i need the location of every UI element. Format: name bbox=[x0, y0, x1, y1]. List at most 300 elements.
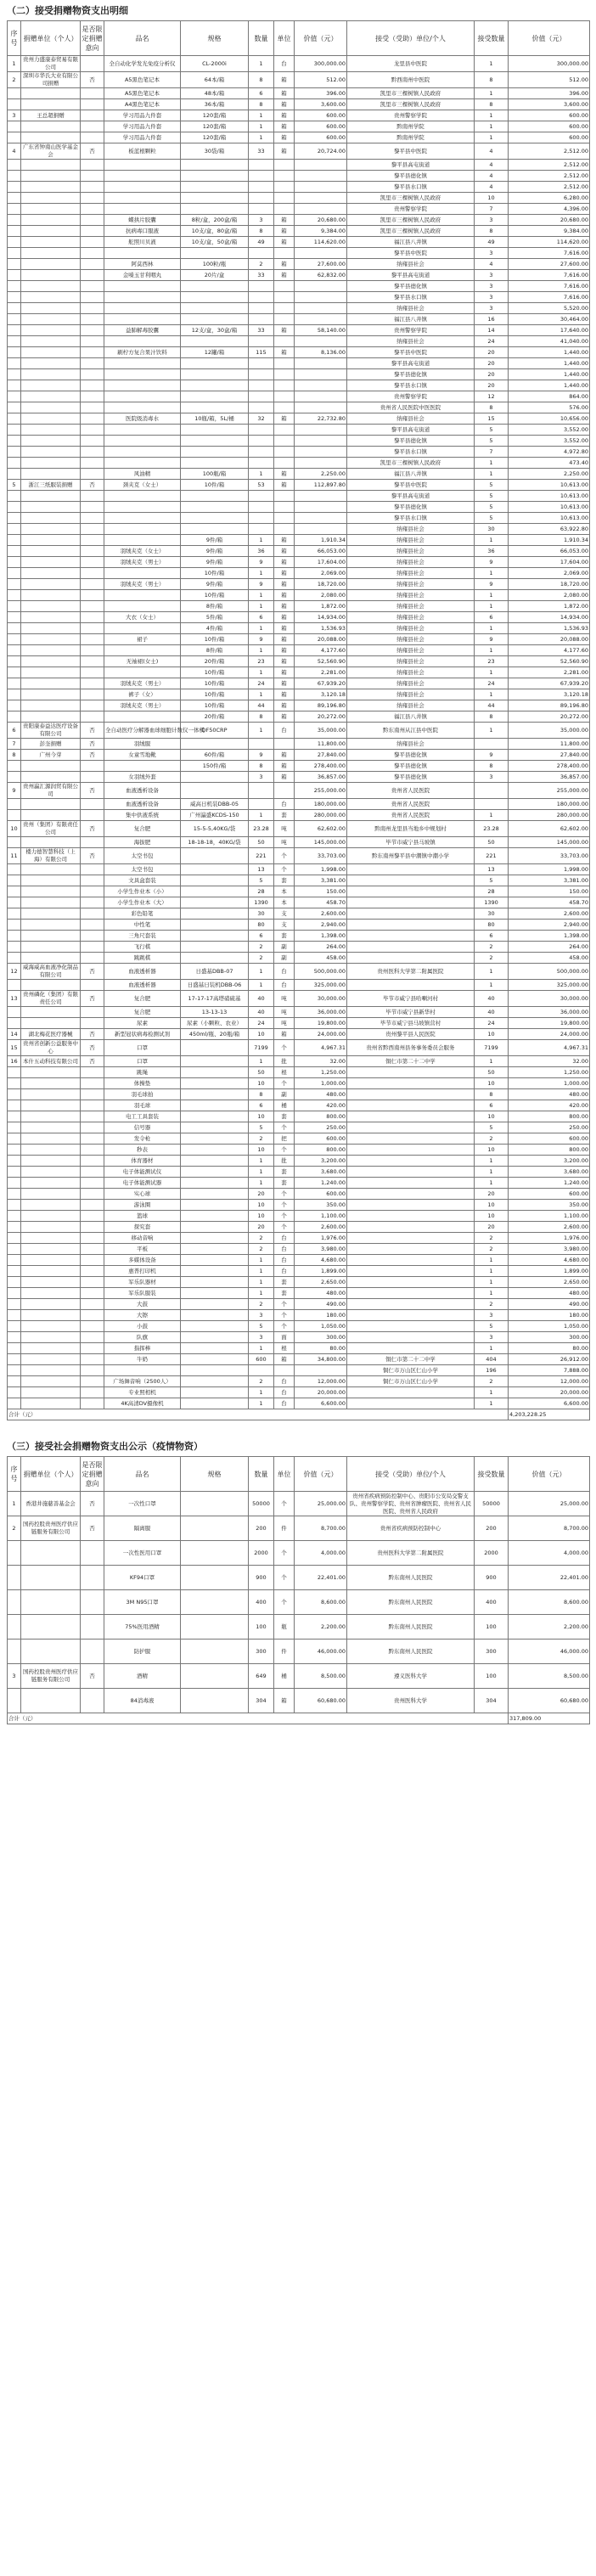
table-cell: 24 bbox=[475, 336, 509, 347]
table-cell bbox=[21, 259, 81, 270]
table-cell bbox=[81, 182, 104, 193]
table-cell: 纳雍县社会 bbox=[347, 601, 475, 612]
table-cell: 2,069.00 bbox=[509, 568, 590, 579]
table-cell bbox=[81, 920, 104, 931]
table-cell: 黎平县德化镇 bbox=[347, 772, 475, 783]
table-cell bbox=[8, 1299, 21, 1310]
table-cell: 6 bbox=[475, 931, 509, 942]
table-cell bbox=[104, 281, 181, 292]
table-cell: 800.00 bbox=[509, 1145, 590, 1156]
table-cell bbox=[8, 358, 21, 369]
table-cell bbox=[8, 1689, 21, 1713]
table-cell: 9 bbox=[249, 579, 274, 590]
table-cell bbox=[21, 325, 81, 336]
table-cell: 否 bbox=[81, 723, 104, 739]
table-cell: 复合肥 bbox=[104, 1007, 181, 1018]
table-cell bbox=[21, 897, 81, 908]
table-cell bbox=[21, 645, 81, 656]
table-cell: 6,600.00 bbox=[509, 1398, 590, 1409]
table-cell bbox=[8, 1343, 21, 1354]
table-cell: 8,700.00 bbox=[509, 1516, 590, 1541]
table-cell: 一次性口罩 bbox=[104, 1492, 181, 1516]
table-cell bbox=[81, 700, 104, 711]
total-value: 4,203,228.25 bbox=[509, 1409, 590, 1420]
table-cell: 36 bbox=[475, 546, 509, 557]
table-cell: 批 bbox=[274, 1056, 295, 1067]
table-cell bbox=[295, 358, 347, 369]
table-cell bbox=[295, 491, 347, 502]
table-cell bbox=[274, 491, 295, 502]
table-cell: 黎平县中医院 bbox=[347, 480, 475, 491]
table-cell: 1 bbox=[475, 667, 509, 678]
table-cell bbox=[81, 336, 104, 347]
table-cell: 文具盒套装 bbox=[104, 875, 181, 886]
table-cell: 贵州省疾病预防控制中心 bbox=[347, 1516, 475, 1541]
table-cell: 9 bbox=[475, 579, 509, 590]
table-cell: 1,899.00 bbox=[295, 1266, 347, 1277]
table-cell: 2 bbox=[249, 1133, 274, 1145]
table-cell bbox=[8, 810, 21, 821]
table-cell: 5 bbox=[249, 1321, 274, 1332]
table-cell: 黎平县德化镇 bbox=[347, 750, 475, 761]
table-cell bbox=[274, 248, 295, 259]
table-cell bbox=[81, 436, 104, 447]
column-header: 单位 bbox=[274, 1457, 295, 1492]
table-cell bbox=[81, 132, 104, 143]
table-cell: 1 bbox=[475, 1398, 509, 1409]
table-cell bbox=[347, 1067, 475, 1078]
table-cell: 10 bbox=[475, 1111, 509, 1122]
table-cell bbox=[181, 848, 249, 864]
table-cell: 羽绒夹克（男士） bbox=[104, 579, 181, 590]
table-cell: DF50CRP bbox=[181, 723, 249, 739]
table-cell: 1,398.00 bbox=[509, 931, 590, 942]
table-cell bbox=[181, 171, 249, 182]
table-cell: 副 bbox=[274, 942, 295, 953]
table-cell: 1 bbox=[249, 1156, 274, 1167]
table-cell bbox=[21, 1590, 81, 1615]
column-header: 捐赠单位（个人） bbox=[21, 21, 81, 56]
table-cell bbox=[295, 204, 347, 215]
table-cell bbox=[104, 667, 181, 678]
table-cell: 9,384.00 bbox=[295, 226, 347, 237]
table-cell: 2 bbox=[249, 1233, 274, 1244]
table-cell: 小学生作业本（小） bbox=[104, 886, 181, 897]
table-cell: 120套/箱 bbox=[181, 110, 249, 121]
table-cell: 7,616.00 bbox=[509, 248, 590, 259]
table-cell bbox=[81, 1640, 104, 1664]
table-cell bbox=[81, 121, 104, 132]
table-cell bbox=[8, 667, 21, 678]
table-cell: 2,080.00 bbox=[509, 590, 590, 601]
table-cell: 1,440.00 bbox=[509, 380, 590, 391]
table-cell: 19,800.00 bbox=[295, 1018, 347, 1029]
table-cell bbox=[81, 579, 104, 590]
table-cell: 套 bbox=[274, 1277, 295, 1288]
table-row bbox=[8, 143, 590, 160]
table-cell: A4黑色笔记本 bbox=[104, 99, 181, 110]
table-cell bbox=[104, 314, 181, 325]
table-cell: 28 bbox=[249, 886, 274, 897]
table-cell bbox=[249, 358, 274, 369]
table-cell: 2,281.00 bbox=[295, 667, 347, 678]
table-cell: 否 bbox=[81, 143, 104, 160]
table-cell: 箱 bbox=[274, 270, 295, 281]
table-cell: 20,088.00 bbox=[295, 634, 347, 645]
table-cell bbox=[347, 1244, 475, 1255]
table-cell: 33 bbox=[249, 270, 274, 281]
table-cell: 22,732.80 bbox=[295, 413, 347, 425]
table-row bbox=[8, 1343, 590, 1354]
table-cell: KF94口罩 bbox=[104, 1566, 181, 1590]
table-cell: 33 bbox=[249, 143, 274, 160]
table-cell bbox=[347, 875, 475, 886]
table-cell bbox=[274, 336, 295, 347]
table-cell bbox=[81, 1689, 104, 1713]
table-cell bbox=[81, 1615, 104, 1640]
table-cell: 3,120.18 bbox=[509, 689, 590, 700]
table-cell: 10 bbox=[249, 1111, 274, 1122]
table-cell: 瓶 bbox=[274, 1615, 295, 1640]
table-cell: 威海威高血液净化制品有限公司 bbox=[21, 964, 81, 980]
table-cell: 3 bbox=[475, 303, 509, 314]
table-cell: 4K高清DV摄像机 bbox=[104, 1398, 181, 1409]
table-cell: 396.00 bbox=[509, 88, 590, 99]
table-cell: 2 bbox=[475, 953, 509, 964]
table-cell: 防护服 bbox=[104, 1640, 181, 1664]
table-cell bbox=[181, 1387, 249, 1398]
table-row bbox=[8, 590, 590, 601]
table-cell bbox=[249, 524, 274, 535]
table-cell: 益肺解毒胶囊 bbox=[104, 325, 181, 336]
table-cell: 600.00 bbox=[295, 1189, 347, 1200]
table-cell: 个 bbox=[274, 1040, 295, 1056]
table-cell: 箱 bbox=[274, 413, 295, 425]
table-row bbox=[8, 689, 590, 700]
table-row bbox=[8, 1122, 590, 1133]
table-cell bbox=[181, 1189, 249, 1200]
table-cell: 个 bbox=[274, 1590, 295, 1615]
table-cell: 114,620.00 bbox=[295, 237, 347, 248]
donation-table-1 bbox=[7, 20, 590, 1420]
table-cell: 5 bbox=[8, 480, 21, 491]
table-cell: 420.00 bbox=[509, 1100, 590, 1111]
table-cell bbox=[181, 1255, 249, 1266]
table-cell: 否 bbox=[81, 72, 104, 88]
table-cell: 20 bbox=[475, 1189, 509, 1200]
table-cell: 刷柠方复合果汁饮料 bbox=[104, 347, 181, 358]
table-cell: 10 bbox=[8, 821, 21, 837]
table-cell: 3,680.00 bbox=[509, 1167, 590, 1178]
table-cell: 150.00 bbox=[509, 886, 590, 897]
table-cell: 日盛基DBB-07 bbox=[181, 964, 249, 980]
table-cell: 1,976.00 bbox=[509, 1233, 590, 1244]
table-cell: 52,560.90 bbox=[295, 656, 347, 667]
table-cell: 箱 bbox=[274, 469, 295, 480]
table-cell bbox=[8, 612, 21, 623]
table-cell bbox=[21, 1332, 81, 1343]
table-cell: 台 bbox=[274, 56, 295, 72]
table-cell bbox=[104, 391, 181, 402]
table-cell: 黔东南州人民医院 bbox=[347, 1640, 475, 1664]
table-cell: 400 bbox=[249, 1590, 274, 1615]
table-cell bbox=[274, 303, 295, 314]
table-row bbox=[8, 897, 590, 908]
table-cell bbox=[181, 447, 249, 458]
table-cell bbox=[8, 579, 21, 590]
table-cell bbox=[104, 711, 181, 723]
table-cell bbox=[21, 1167, 81, 1178]
table-cell: 10件/箱 bbox=[181, 634, 249, 645]
table-row bbox=[8, 1222, 590, 1233]
table-cell bbox=[8, 336, 21, 347]
table-cell bbox=[249, 458, 274, 469]
table-cell: 10件/箱 bbox=[181, 480, 249, 491]
table-cell: 20片/盒 bbox=[181, 270, 249, 281]
table-cell: 6 bbox=[249, 612, 274, 623]
table-cell bbox=[21, 1266, 81, 1277]
table-cell: 8,700.00 bbox=[295, 1516, 347, 1541]
table-cell: 羽绒夹克（男士） bbox=[104, 557, 181, 568]
table-cell bbox=[249, 1365, 274, 1376]
table-cell: 10 bbox=[475, 1029, 509, 1040]
table-cell: 箱 bbox=[274, 1689, 295, 1713]
table-cell: 1 bbox=[475, 469, 509, 480]
table-cell bbox=[475, 783, 509, 799]
table-cell bbox=[81, 281, 104, 292]
table-row bbox=[8, 568, 590, 579]
table-row bbox=[8, 1590, 590, 1615]
table-cell: 3,200.00 bbox=[509, 1156, 590, 1167]
table-cell bbox=[8, 799, 21, 810]
table-cell bbox=[181, 1398, 249, 1409]
table-cell: 48本/箱 bbox=[181, 88, 249, 99]
table-cell: 46,000.00 bbox=[295, 1640, 347, 1664]
table-cell: 10 bbox=[475, 193, 509, 204]
table-cell: 个 bbox=[274, 1211, 295, 1222]
table-cell: 纳雍县社会 bbox=[347, 678, 475, 689]
table-row bbox=[8, 783, 590, 799]
table-row bbox=[8, 160, 590, 171]
table-cell bbox=[21, 1343, 81, 1354]
table-cell: 1 bbox=[249, 535, 274, 546]
table-cell: 1 bbox=[249, 469, 274, 480]
table-cell bbox=[274, 502, 295, 513]
table-cell bbox=[274, 369, 295, 380]
table-header-row bbox=[8, 1457, 590, 1492]
table-cell: 8 bbox=[475, 72, 509, 88]
table-cell: 120套/箱 bbox=[181, 132, 249, 143]
table-cell bbox=[21, 436, 81, 447]
table-cell: 中性笔 bbox=[104, 920, 181, 931]
table-row bbox=[8, 1029, 590, 1040]
table-cell: 60,680.00 bbox=[509, 1689, 590, 1713]
table-cell: 1 bbox=[475, 1056, 509, 1067]
table-cell: 3,120.18 bbox=[295, 689, 347, 700]
table-cell bbox=[81, 1133, 104, 1145]
table-cell: 1 bbox=[249, 56, 274, 72]
table-cell: 1 bbox=[475, 964, 509, 980]
table-cell bbox=[295, 513, 347, 524]
table-cell bbox=[21, 502, 81, 513]
table-cell bbox=[21, 1310, 81, 1321]
table-cell: 箱 bbox=[274, 143, 295, 160]
table-cell: 裙子 bbox=[104, 634, 181, 645]
table-cell: 1,440.00 bbox=[509, 369, 590, 380]
table-cell: 200 bbox=[249, 1516, 274, 1541]
table-cell bbox=[21, 810, 81, 821]
table-cell: 8,600.00 bbox=[509, 1590, 590, 1615]
table-cell bbox=[8, 1288, 21, 1299]
table-cell bbox=[8, 88, 21, 99]
table-cell: 10件/箱 bbox=[181, 689, 249, 700]
column-header: 价值（元） bbox=[295, 21, 347, 56]
table-cell: 1 bbox=[475, 535, 509, 546]
table-cell bbox=[21, 491, 81, 502]
table-cell: 3,381.00 bbox=[509, 875, 590, 886]
table-row bbox=[8, 964, 590, 980]
table-cell: 114,620.00 bbox=[509, 237, 590, 248]
table-cell bbox=[249, 182, 274, 193]
table-cell bbox=[347, 1299, 475, 1310]
table-cell bbox=[104, 513, 181, 524]
table-cell: 太空书包 bbox=[104, 848, 181, 864]
table-row bbox=[8, 920, 590, 931]
table-cell: 黎平县水口镇 bbox=[347, 380, 475, 391]
table-cell: 跳绳 bbox=[104, 1067, 181, 1078]
column-header: 是否限定捐赠意向 bbox=[81, 1457, 104, 1492]
table-cell bbox=[347, 886, 475, 897]
table-cell bbox=[8, 908, 21, 920]
table-cell: 7199 bbox=[475, 1040, 509, 1056]
table-cell bbox=[81, 160, 104, 171]
table-cell bbox=[8, 1590, 21, 1615]
table-cell: 1 bbox=[249, 810, 274, 821]
table-cell: 箱 bbox=[274, 689, 295, 700]
table-cell: 2,200.00 bbox=[295, 1615, 347, 1640]
table-row bbox=[8, 1244, 590, 1255]
table-cell: 20,680.00 bbox=[295, 215, 347, 226]
table-cell bbox=[274, 193, 295, 204]
table-cell: 8 bbox=[249, 99, 274, 110]
table-cell bbox=[81, 1178, 104, 1189]
column-header: 数量 bbox=[249, 21, 274, 56]
table-cell: 风油精 bbox=[104, 469, 181, 480]
table-cell bbox=[8, 248, 21, 259]
table-cell bbox=[181, 513, 249, 524]
table-cell bbox=[104, 645, 181, 656]
table-cell: 1 bbox=[475, 1266, 509, 1277]
table-cell bbox=[21, 634, 81, 645]
table-cell: 500,000.00 bbox=[509, 964, 590, 980]
table-cell: 1 bbox=[475, 623, 509, 634]
table-row bbox=[8, 281, 590, 292]
table-cell: 2,940.00 bbox=[295, 920, 347, 931]
table-cell: 个 bbox=[274, 1122, 295, 1133]
table-cell: 649 bbox=[249, 1664, 274, 1689]
table-cell: 个 bbox=[274, 1299, 295, 1310]
table-cell bbox=[8, 678, 21, 689]
table-cell bbox=[21, 336, 81, 347]
column-header: 接受数量 bbox=[475, 21, 509, 56]
column-header: 数量 bbox=[249, 1457, 274, 1492]
table-cell bbox=[295, 303, 347, 314]
table-cell bbox=[81, 634, 104, 645]
table-cell: 黔东南州人民医院 bbox=[347, 1615, 475, 1640]
table-cell: 8,500.00 bbox=[509, 1664, 590, 1689]
table-cell: 秒表 bbox=[104, 1145, 181, 1156]
table-cell: 20,272.00 bbox=[295, 711, 347, 723]
table-cell bbox=[181, 193, 249, 204]
table-cell: 20件/箱 bbox=[181, 656, 249, 667]
table-cell bbox=[21, 942, 81, 953]
table-cell bbox=[8, 1541, 21, 1566]
table-cell bbox=[249, 171, 274, 182]
table-cell: 1 bbox=[249, 1178, 274, 1189]
table-row bbox=[8, 711, 590, 723]
table-cell bbox=[181, 897, 249, 908]
table-cell: 纳雍县社会 bbox=[347, 667, 475, 678]
table-cell: 12罐/箱 bbox=[181, 347, 249, 358]
table-cell bbox=[274, 458, 295, 469]
table-cell: 台 bbox=[274, 723, 295, 739]
table-cell: 1 bbox=[249, 689, 274, 700]
table-cell bbox=[81, 270, 104, 281]
table-cell: 53 bbox=[249, 480, 274, 491]
table-cell: 件 bbox=[274, 1640, 295, 1664]
table-cell bbox=[81, 931, 104, 942]
table-cell bbox=[8, 292, 21, 303]
column-header: 接受（受助）单位/个人 bbox=[347, 1457, 475, 1492]
table-cell: 箱 bbox=[274, 568, 295, 579]
table-cell: 1,100.00 bbox=[509, 1211, 590, 1222]
table-cell: 吨 bbox=[274, 1018, 295, 1029]
table-cell: 1 bbox=[475, 1387, 509, 1398]
table-cell: 否 bbox=[81, 964, 104, 980]
table-cell: 1 bbox=[249, 1398, 274, 1409]
table-cell bbox=[249, 160, 274, 171]
table-cell bbox=[274, 425, 295, 436]
table-cell bbox=[8, 837, 21, 848]
table-cell bbox=[8, 1100, 21, 1111]
table-cell bbox=[8, 623, 21, 634]
table-cell bbox=[181, 1167, 249, 1178]
table-row bbox=[8, 56, 590, 72]
table-cell: 350.00 bbox=[295, 1200, 347, 1211]
table-cell: 3 bbox=[249, 1332, 274, 1343]
table-cell bbox=[8, 121, 21, 132]
table-cell bbox=[8, 402, 21, 413]
table-row bbox=[8, 132, 590, 143]
table-cell bbox=[181, 1277, 249, 1288]
table-cell: 彩色铅笔 bbox=[104, 908, 181, 920]
table-cell bbox=[181, 1288, 249, 1299]
table-cell: 黎平县水口镇 bbox=[347, 182, 475, 193]
table-cell: 1 bbox=[249, 132, 274, 143]
table-cell: 贵州瀛汇源润贸有限公司 bbox=[21, 783, 81, 799]
table-row bbox=[8, 557, 590, 568]
table-cell: 个 bbox=[274, 1078, 295, 1089]
table-cell: 纳雍县社会 bbox=[347, 336, 475, 347]
table-cell: 8 bbox=[249, 1089, 274, 1100]
table-cell: 5 bbox=[475, 502, 509, 513]
table-cell: 箱 bbox=[274, 259, 295, 270]
table-cell bbox=[8, 1244, 21, 1255]
table-cell: 1 bbox=[8, 1492, 21, 1516]
table-cell: 13 bbox=[8, 991, 21, 1007]
table-cell: 3,680.00 bbox=[295, 1167, 347, 1178]
table-cell: 36,000.00 bbox=[509, 1007, 590, 1018]
